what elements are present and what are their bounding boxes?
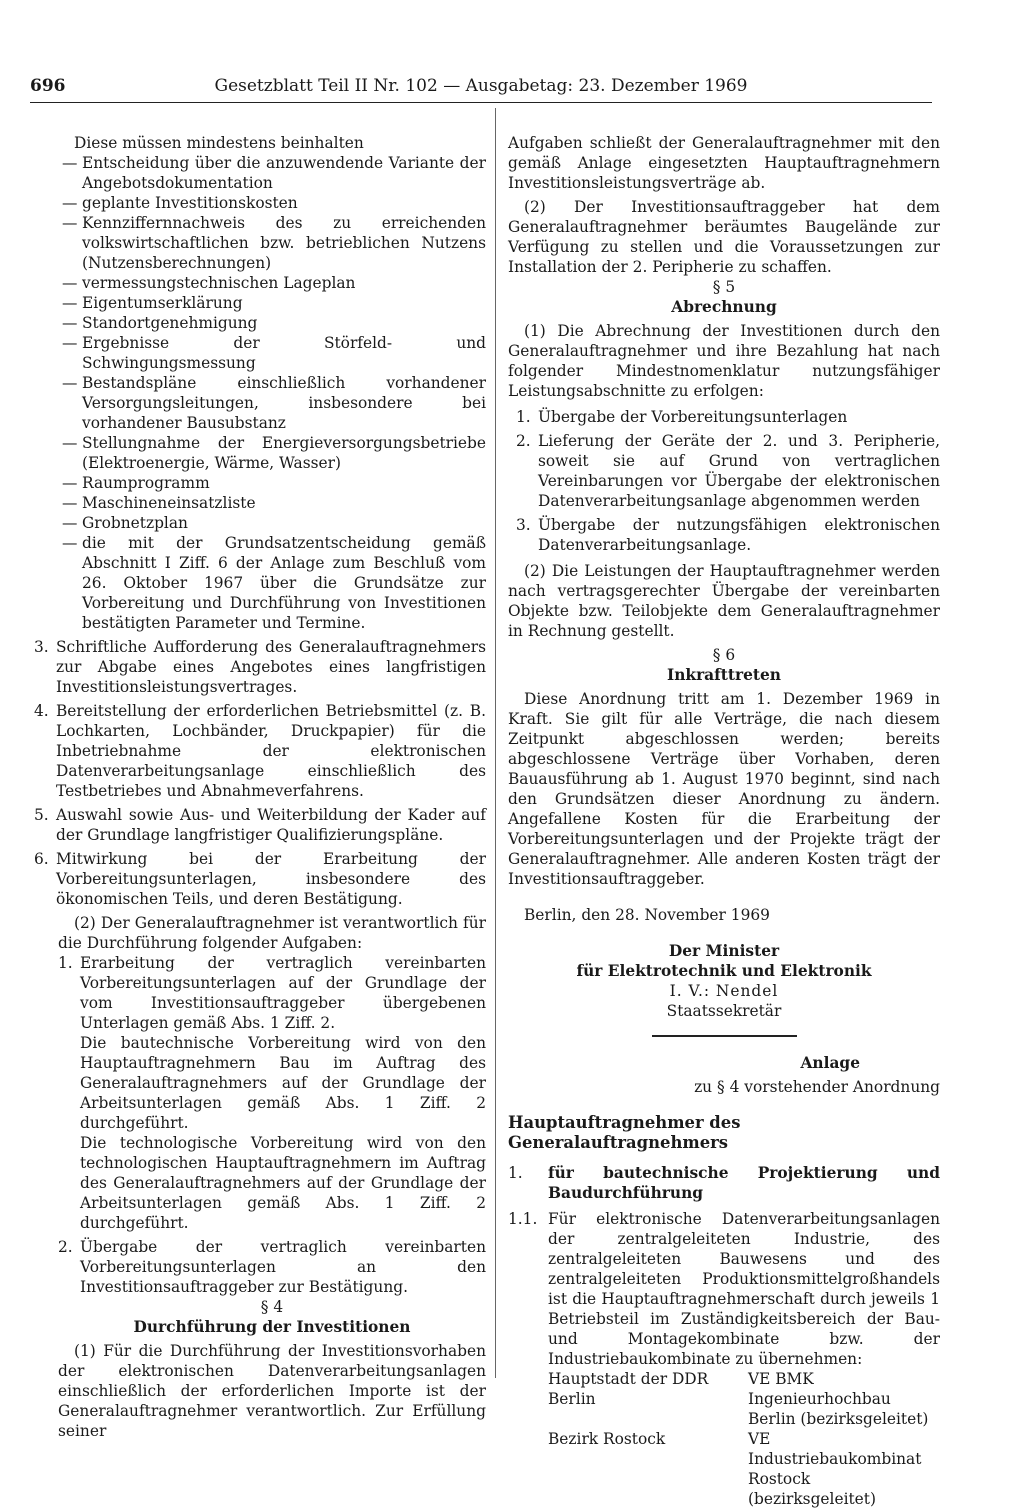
item-number: 6. [34,850,49,868]
item-number: 3. [516,516,531,534]
contractor-table [508,1369,940,1509]
signature-ministry: für Elektrotechnik und Elektronik [576,962,872,980]
dash-marker: — [62,374,78,392]
right-column [508,133,940,1509]
item-number: 3. [34,638,49,656]
continued-text: Aufgaben schließt der Generalauftragnehmer mit den gemäß Anlage eingesetzten Hauptauftragnehmern Investitionsleistungsverträge ab. [508,134,940,192]
dash-list-item [58,213,486,273]
annex-item-1 [508,1163,940,1203]
dash-item-text: geplante Investitionskosten [82,194,298,212]
dash-list-item [58,513,486,533]
dash-list-item [58,473,486,493]
table-firm: VE Industriebaukombinat Rostock (bezirksgeleitet) [748,1430,922,1508]
item-text: Auswahl sowie Aus- und Weiterbildung der Kader auf der Grundlage langfristiger Qualifizierungspläne. [56,806,486,844]
dash-item-text: die mit der Grundsatzentscheidung gemäß Abschnitt I Ziff. 6 der Anlage zum Beschluß vom 26. Oktober 1967 über die Grundsätze zur Vorbereitung und Durchführung von Investitionen bestätigten Parameter und Termine. [82,534,486,632]
section-4-title: Durchführung der Investitionen [133,1318,411,1336]
section-4-paragraph-1: (1) Für die Durchführung der Investitionsvorhaben der elektronischen Datenverarbeitungsanlagen einschließlich der erforderlichen Importe ist der Generalauftragnehmer verantwortlich. Zur Erfüllung seiner [58,1342,486,1440]
dash-list-item [58,333,486,373]
dash-item-text: Raumprogramm [82,474,210,492]
dash-list-item [58,313,486,333]
numbered-item [34,701,486,801]
dash-marker: — [62,274,78,292]
item-text: Lieferung der Geräte der 2. und 3. Peripherie, soweit sie auf Grund von vertraglichen Vereinbarungen vor Übergabe der elektronischen Datenverarbeitungsanlage abgenommen werden [538,432,940,510]
annex-heading: Anlage [800,1054,860,1072]
dash-marker: — [62,294,78,312]
dash-list [58,153,486,633]
table-firm: VE BMK Ingenieurhochbau Berlin (bezirksgeleitet) [748,1370,929,1428]
dash-item-text: Entscheidung über die anzuwendende Variante der Angebotsdokumentation [82,154,486,192]
annex-title: Hauptauftragnehmer des Generalauftragnehmers [508,1113,741,1152]
place-date: Berlin, den 28. November 1969 [524,906,770,924]
dash-marker: — [62,534,78,552]
item-text: Bereitstellung der erforderlichen Betriebsmittel (z. B. Lochkarten, Lochbänder, Druckpapier) für die Inbetriebnahme der elektronischen Datenverarbeitungsanlage einschließlich des Testbetriebes und Abnahmeverfahrens. [56,702,486,800]
section-5-paragraph-2: (2) Die Leistungen der Hauptauftragnehmer werden nach vertragsgerechter Übergabe der vereinbarten Objekte bzw. Teilobjekte dem Generalauftragnehmer in Rechnung gestellt. [508,562,940,640]
column-divider [495,108,496,1378]
dash-marker: — [62,474,78,492]
dash-marker: — [62,514,78,532]
section-6-paragraph: Diese Anordnung tritt am 1. Dezember 1969 in Kraft. Sie gilt für alle Verträge, die nach diesem Zeitpunkt abgeschlossen werden; bereits abgeschlossene Verträge über Vorhaben, deren Bauausführung ab 1. August 1970 beginnt, sind nach den Grundsätzen dieser Anordnung zu ändern. Angefallene Kosten für die Erarbeitung der Vorbereitungsunterlagen und der Projekte trägt der Generalauftragnehmer. Alle anderen Kosten trägt der Investitionsauftraggeber. [508,690,940,888]
annex-item-number: 1. [508,1164,523,1182]
dash-list-item [58,493,486,513]
task-item-2 [58,1237,486,1297]
dash-marker: — [62,154,78,172]
dash-list-item [58,373,486,433]
item-text: Übergabe der nutzungsfähigen elektronischen Datenverarbeitungsanlage. [538,516,940,554]
annex-item-text: Für elektronische Datenverarbeitungsanlagen der zentralgeleiteten Industrie, des zentralgeleiteten Bauwesens und des zentralgeleiteten Produktionsmittelgroßhandels ist die Hauptauftragnehmerschaft durch jeweils 1 Betriebsteil im Zuständigkeitsbereich der Bau- und Montagekombinate bzw. der Industriebaukombinate zu übernehmen: [548,1210,940,1368]
item-text: Übergabe der Vorbereitungsunterlagen [538,408,848,426]
section-6-number: § 6 [712,646,736,664]
task-number: 1. [58,954,73,972]
signature-name: I. V.: Nendel [669,982,779,1000]
dash-marker: — [62,214,78,232]
dash-list-item [58,273,486,293]
page-number: 696 [30,76,66,96]
dash-item-text: Stellungnahme der Energieversorgungsbetriebe (Elektroenergie, Wärme, Wasser) [82,434,486,472]
item-number: 2. [516,432,531,450]
signature-role: Staatssekretär [666,1002,782,1020]
table-row [548,1369,940,1429]
section-6-title: Inkrafttreten [667,666,781,684]
billing-item [508,407,940,427]
paragraph-2-right: (2) Der Investitionsauftraggeber hat dem Generalauftragnehmer beräumtes Baugelände zur Verfügung zu stellen und die Voraussetzungen zur Installation der 2. Peripherie zu schaffen. [508,198,940,276]
dash-item-text: Bestandspläne einschließlich vorhandener Versorgungsleitungen, insbesondere bei vorhandener Bausubstanz [82,374,486,432]
dash-marker: — [62,494,78,512]
dash-item-text: Ergebnisse der Störfeld- und Schwingungsmessung [82,334,486,372]
dash-item-text: Kennziffernnachweis des zu erreichenden volkswirtschaftlichen bzw. betrieblichen Nutzens (Nutzensberechnungen) [82,214,486,272]
dash-marker: — [62,334,78,352]
billing-item [508,431,940,511]
task-number: 2. [58,1238,73,1256]
section-4-number: § 4 [260,1298,284,1316]
annex-item-title: für bautechnische Projektierung und Baudurchführung [548,1164,940,1202]
task-text: Übergabe der vertraglich vereinbarten Vorbereitungsunterlagen an den Investitionsauftraggeber zur Bestätigung. [80,1238,486,1296]
dash-list-item [58,193,486,213]
signature-title: Der Minister [668,942,780,960]
dash-item-text: vermessungstechnischen Lageplan [82,274,356,292]
dash-list-item [58,153,486,193]
dash-list-item [58,293,486,313]
numbered-item [34,805,486,845]
dash-list-item [58,433,486,473]
item-number: 1. [516,408,531,426]
annex-reference: zu § 4 vorstehender Anordnung [694,1078,940,1096]
left-column [34,133,486,1441]
dash-item-text: Maschineneinsatzliste [82,494,256,512]
dash-list-item [58,533,486,633]
table-region: Bezirk Rostock [548,1430,666,1448]
dash-item-text: Grobnetzplan [82,514,188,532]
section-5-title: Abrechnung [671,298,777,316]
dash-item-text: Eigentumserklärung [82,294,243,312]
gazette-title: Gesetzblatt Teil II Nr. 102 — Ausgabetag: 23. Dezember 1969 [214,76,748,96]
billing-item [508,515,940,555]
annex-item-1-1 [508,1209,940,1369]
section-5-paragraph-1: (1) Die Abrechnung der Investitionen durch den Generalauftragnehmer und ihre Bezahlung hat nach folgender Mindestnomenklatur nutzungsfähiger Leistungsabschnitte zu erfolgen: [508,322,940,400]
paragraph-2: (2) Der Generalauftragnehmer ist verantwortlich für die Durchführung folgender Aufgaben: [58,914,486,952]
item-number: 5. [34,806,49,824]
numbered-item [34,637,486,697]
intro-text: Diese müssen mindestens beinhalten [74,134,364,152]
table-row [548,1429,940,1509]
item-text: Mitwirkung bei der Erarbeitung der Vorbereitungsunterlagen, insbesondere des ökonomischen Teils, und deren Bestätigung. [56,850,486,908]
section-5-list [508,407,940,555]
section-5-number: § 5 [712,278,736,296]
task-1-sub-2: Die technologische Vorbereitung wird von den technologischen Hauptauftragnehmern im Auftrag des Generalauftragnehmers auf der Grundlage der Arbeitsunterlagen gemäß Abs. 1 Ziff. 2 durchgeführt. [80,1134,486,1232]
task-text: Erarbeitung der vertraglich vereinbarten Vorbereitungsunterlagen auf der Grundlage der vom Investitionsauftraggeber übergebenen Unterlagen gemäß Abs. 1 Ziff. 2. [80,954,486,1032]
table-region: Hauptstadt der DDR Berlin [548,1370,709,1408]
dash-marker: — [62,434,78,452]
page-header [30,76,932,103]
dash-marker: — [62,194,78,212]
annex-item-number: 1.1. [508,1210,538,1228]
dash-marker: — [62,314,78,332]
task-item-1 [58,953,486,1033]
item-text: Schriftliche Aufforderung des Generalauftragnehmers zur Abgabe eines Angebotes eines langfristigen Investitionsleistungsvertrages. [56,638,486,696]
numbered-list [34,637,486,909]
dash-item-text: Standortgenehmigung [82,314,258,332]
task-1-sub-1: Die bautechnische Vorbereitung wird von den Hauptauftragnehmern Bau im Auftrag des Generalauftragnehmers auf der Grundlage der Arbeitsunterlagen gemäß Abs. 1 Ziff. 2 durchgeführt. [80,1034,486,1132]
numbered-item [34,849,486,909]
item-number: 4. [34,702,49,720]
